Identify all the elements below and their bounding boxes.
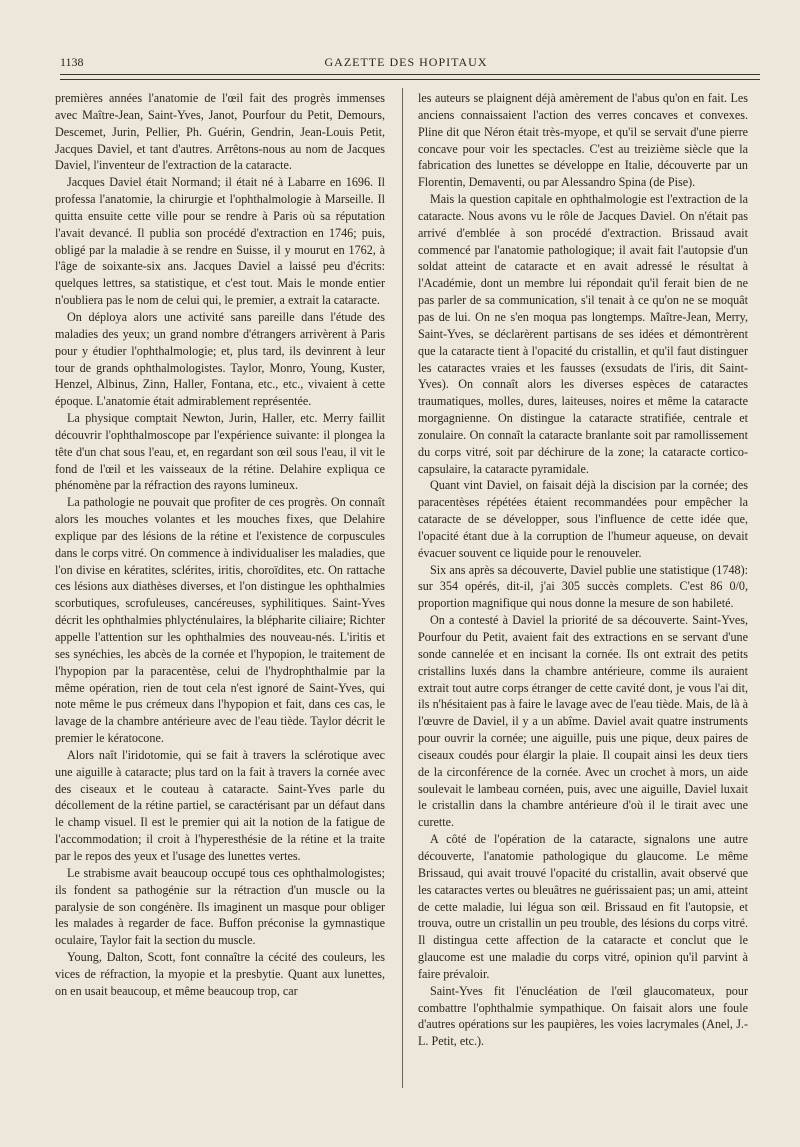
right-column (418, 90, 748, 1050)
paragraph: Young, Dalton, Scott, font connaître la cécité des couleurs, les vices de réfraction, la myopie et la presbytie. Quant aux lunettes, on en usait beaucoup, et même beaucoup trop, car (55, 950, 385, 998)
paragraph: Jacques Daviel était Normand; il était né à Labarre en 1696. Il professa l'anatomie, la chirurgie et l'ophthalmologie à Marseille. Il quitta ensuite cette ville pour se rendre à Paris où sa réputation l'avait devancé. Il publia son procédé d'extraction en 1746; puis, obligé par la maladie à se rendre en Suisse, il y mourut en 1762, à l'âge de soixante-six ans. Jacques Daviel a laissé peu d'écrits: quelques lettres, sa statistique, et c'est tout. Mais le monde entier n'oubliera pas le nom de celui qui, le premier, a extrait la cataracte. (55, 175, 385, 308)
column-divider (402, 88, 403, 1088)
paragraph: A côté de l'opération de la cataracte, signalons une autre découverte, l'anatomie pathologique du glaucome. Le même Brissaud, qui avait trouvé l'opacité du cristallin, avait observé que les cataractes vertes ou bleuâtres ne guérissaient pas; un ami, atteint de cette maladie, lui légua son œil. Brissaud en fit l'autopsie, et trouva, outre un cristallin un peu trouble, des lésions du corps vitré. Il distingua cette affection de la cataracte et conclut que le glaucome est une maladie du corps vitré, opinion qu'il parvint à faire prévaloir. (418, 832, 748, 981)
paragraph: Six ans après sa découverte, Daviel publie une statistique (1748): sur 354 opérés, dit-il, j'ai 305 succès complets. C'est 86 0/0, proportion magnifique qui nous donne la mesure de son habileté. (418, 562, 748, 611)
left-column (55, 90, 385, 1000)
paragraph: Saint-Yves fit l'énucléation de l'œil glaucomateux, pour combattre l'ophthalmie sympathique. On faisait alors une foule d'autres opérations sur les paupières, les voies lacrymales (Anel, J.-L. Petit, etc.). (418, 983, 748, 1049)
header-rule-thick (60, 74, 760, 75)
paragraph: On a contesté à Daviel la priorité de sa découverte. Saint-Yves, Pourfour du Petit, avaient fait des extractions en se servant d'une sonde cannelée et en incisant la cornée. Ils ont extrait des petits cristallins luxés dans la chambre antérieure, comme ils auraient extrait tout autre corps étranger de cette cavité dont, je vous l'ai dit, ils n'hésitaient pas à faire le lavage avec de l'eau tiède. Mais, de là à l'œuvre de Daviel, il y a un abîme. Daviel avait quatre instruments pour ouvrir la cornée; une aiguille, puis une pique, deux paires de ciseaux coudés pour élargir la plaie. Il coupait ainsi les deux tiers de la circonférence de la cornée. Avec un crochet à mors, un aide soulevait le lambeau cornéen, puis, avec une aiguille, Daviel luxait le cristallin dans la chambre antérieure d'où il le tirait avec une curette. (418, 613, 748, 830)
running-title: GAZETTE DES HOPITAUX (324, 55, 488, 69)
paragraph: La pathologie ne pouvait que profiter de ces progrès. On connaît alors les mouches volantes et les mouches fixes, que Delahire explique par des lésions de la rétine et l'existence de corpuscules dans le corps vitré. On commence à individualiser les maladies, que l'on divise en kératites, sclérites, iritis, choroïdites, etc. On rattache ces lésions aux diathèses diverses, et l'on distingue les ophthalmies scorbutiques, scrofuleuses, cancéreuses, syphilitiques. Saint-Yves décrit les ophthalmies phlycténulaires, la blépharite ciliaire; Richter appelle l'attention sur les ophthalmies des nouveau-nés. L'iritis et ses synéchies, les abcès de la cornée et l'hypopion, le traitement de l'hypopion par la paracentèse, celui de l'hydrophthalmie par la même opération, rien de tout cela n'est ignoré de Saint-Yves, qui note même le pus crémeux dans l'hypopion et fait, dans ces cas, le lavage de la chambre antérieure avec de l'eau tiède. Taylor décrit le premier le kératocone. (55, 495, 385, 746)
paragraph: premières années l'anatomie de l'œil fait des progrès immenses avec Maître-Jean, Saint-Yves, Janot, Pourfour du Petit, Demours, Descemet, Jurin, Pellier, Ph. Guérin, Gendrin, Jean-Louis Petit, Jacques Daviel, et tant d'autres. Arrêtons-nous au nom de Jacques Daviel, l'inventeur de l'extraction de la cataracte. (55, 91, 385, 173)
header-rule-thin (60, 79, 760, 80)
paragraph: Alors naît l'iridotomie, qui se fait à travers la sclérotique avec une aiguille à cataracte; plus tard on la fait à travers la cornée avec des ciseaux et le couteau à cataracte. Saint-Yves parle du décollement de la rétine partiel, se caractérisant par un défaut dans le champ visuel. Il est le premier qui ait la notion de la fatigue de l'accommodation; il croit à l'hyperesthésie de la rétine et la traite par le repos des yeux et l'usage des lunettes vertes. (55, 747, 385, 863)
paragraph: La physique comptait Newton, Jurin, Haller, etc. Merry faillit découvrir l'ophthalmoscope par l'expérience suivante: il plongea la tête d'un chat sous l'eau, et, en regardant son œil sous l'eau, il vit le fond de l'œil et les vaisseaux de la rétine. Delahire expliqua ce phénomène par la réfraction des rayons lumineux. (55, 411, 385, 493)
paragraph: Mais la question capitale en ophthalmologie est l'extraction de la cataracte. Nous avons vu le rôle de Jacques Daviel. On n'était pas arrivé d'emblée à son procédé d'extraction. Brissaud avait commencé par l'anatomie pathologique; il avait fait l'autopsie d'un soldat atteint de cataracte et en avait adressé le résultat à l'Académie, dont un membre lui répondait qu'il ferait bien de ne pas parler de sa communication, s'il tenait à ce qu'on ne se moquât pas de lui. On ne s'en moqua pas longtemps. Maître-Jean, Merry, Saint-Yves, se déclarèrent partisans de ses idées et démontrèrent que la cataracte tient à l'opacité du cristallin, et qu'il faut distinguer les cataractes vraies et les fausses (exsudats de l'iris, dit Saint-Yves). On connaît alors les diverses espèces de cataractes traumatiques, molles, dures, laiteuses, noires et même la cataracte morgagnienne. On distingue la cataracte stratifiée, centrale et zonulaire. On connaît la cataracte branlante soit par ramollissement du corps vitré, soit par déchirure de la zone; la cataracte cortico-capsulaire, la cataracte pyramidale. (418, 192, 748, 476)
paragraph: les auteurs se plaignent déjà amèrement de l'abus qu'on en fait. Les anciens connaissaient l'action des verres concaves et convexes. Pline dit que Néron était très-myope, et qu'il se servait d'une pierre concave pour voir les spectacles. C'est au treizième siècle que la fabrication des lunettes se développe en Italie, découverte par un Florentin, Demaventi, ou par Alessandro Spina (de Pise). (418, 91, 748, 190)
paragraph: On déploya alors une activité sans pareille dans l'étude des maladies des yeux; un grand nombre d'étrangers arrivèrent à Paris pour y étudier l'ophthalmologie; et, plus tard, ils devinrent à leur tour de grands ophthalmologistes. Taylor, Monro, Young, Kuster, Henzel, Albinus, Zinn, Haller, Fontana, etc., etc., vivaient à cette époque. L'anatomie était admirablement représentée. (55, 309, 385, 409)
paragraph: Quant vint Daviel, on faisait déjà la discision par la cornée; des paracentèses répétées étaient recommandées pour empêcher la cataracte de se développer, sous l'influence de cette idée que, l'opacité étant due à la corruption de l'humeur aqueuse, on devait évacuer souvent ce liquide pour le renouveler. (418, 478, 748, 560)
page-header (52, 55, 760, 73)
page-number: 1138 (60, 55, 84, 69)
paragraph: Le strabisme avait beaucoup occupé tous ces ophthalmologistes; ils fondent sa pathogénie sur la rétraction d'un muscle ou la paralysie de son congénère. Ils imaginent un masque pour obliger les malades à regarder de face. Buffon préconise la gymnastique oculaire, Taylor fait la section du muscle. (55, 865, 385, 948)
